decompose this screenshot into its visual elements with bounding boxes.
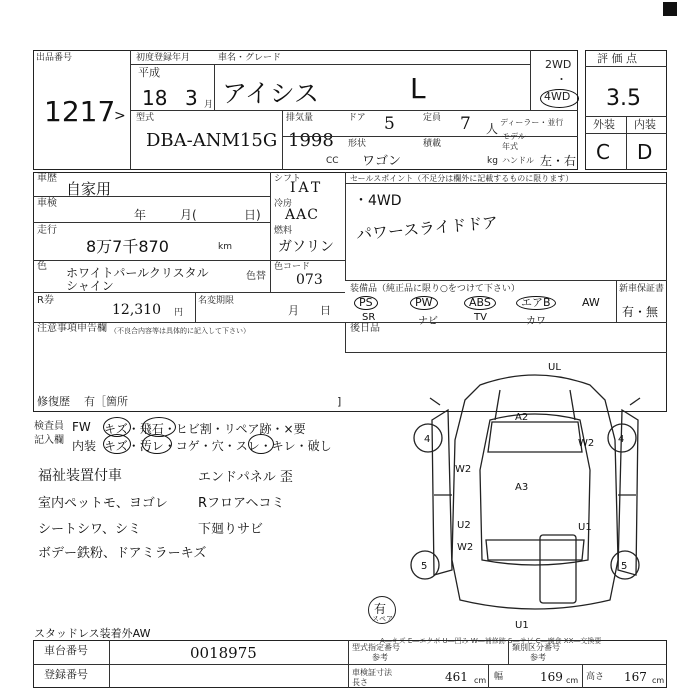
mark-4-left: 4	[424, 434, 431, 445]
model-label: 型式	[136, 113, 155, 123]
interior-items: キズ・汚レ・コゲ・穴・スレ・キレ・破し	[104, 439, 332, 453]
load-label: 積載	[423, 139, 442, 149]
width-label: 幅	[494, 672, 504, 682]
kg-unit: kg	[487, 156, 498, 166]
mark-u1-right: U1	[578, 522, 592, 533]
note-2: 室内ペットモ、ヨゴレ	[38, 496, 168, 511]
ac-value: AAC	[285, 207, 319, 223]
km-unit: km	[218, 242, 232, 252]
mark-5-right: 5	[621, 561, 628, 572]
equip-sr: SR	[362, 312, 376, 323]
color-line-1: ホワイトパールクリスタル	[66, 266, 209, 280]
height-cm: cm	[652, 676, 665, 685]
chassis-label: 車台番号	[44, 644, 88, 657]
mark-u1-rear: U1	[515, 620, 529, 630]
notes-label: 注意事項申告欄	[37, 323, 107, 334]
equip-aw: AW	[582, 296, 600, 309]
lot-arrow-icon: >	[114, 108, 126, 124]
mileage-label: 走行	[37, 225, 57, 236]
equipment-label: 装備品（純正品に限り○をつけて下さい）	[350, 284, 520, 294]
shift-label: シフト	[274, 174, 302, 184]
corner-mark	[663, 2, 677, 16]
fw-items: キズ・飛石・ヒビ割・リペア跡・×要	[104, 422, 306, 436]
rear-window	[486, 540, 584, 560]
damage-legend: A―キズ E―エクボ U―凹み W―補修跡 S―サビ C―腐食 XX―交換要	[380, 637, 602, 645]
displacement: 1998	[288, 130, 334, 151]
drive-dot: ・	[556, 73, 567, 86]
length-label: 車検証寸法 長さ	[352, 668, 392, 687]
capacity-label: 定員	[423, 113, 442, 123]
drive-2wd: 2WD	[545, 58, 572, 71]
equip-abs: ABS	[464, 296, 496, 310]
equip-leather: カワ	[526, 316, 546, 327]
width-cm: cm	[566, 676, 579, 685]
note-5: エンドパネル 歪	[198, 470, 293, 485]
mark-4-right: 4	[618, 434, 625, 445]
ac-label: 冷房	[274, 199, 293, 209]
drive-4wd: 4WD	[544, 90, 571, 103]
body-label: 形状	[348, 139, 367, 149]
cabin-outline	[480, 414, 590, 565]
insp-year: 年	[134, 208, 147, 222]
check-label: 検査員	[34, 421, 64, 432]
note-6: Rフロアヘコミ	[198, 496, 285, 511]
name-grade-label: 車名・グレード	[218, 53, 282, 63]
spare-label: スペア	[372, 615, 393, 623]
lot-number: 1217	[44, 95, 116, 128]
sales-label: セールスポイント（不足分は欄外に記載するものに限ります）	[350, 174, 574, 183]
model: DBA-ANM15G	[146, 130, 278, 151]
length-cm: cm	[474, 676, 487, 685]
new-warranty-label: 新車保証書	[619, 284, 665, 294]
mark-a3: A3	[515, 482, 529, 493]
mark-w2-right: W2	[578, 438, 595, 449]
reg-year: 18	[142, 86, 168, 110]
fuel-label: 燃料	[274, 226, 293, 236]
class-label: 類別区分番号	[512, 643, 560, 652]
note-3: シートシワ、シミ	[38, 522, 141, 537]
mark-u2-left: U2	[457, 520, 471, 531]
handle-label: ハンドル	[502, 156, 534, 165]
body-type: ワゴン	[362, 154, 402, 169]
mark-a2: A2	[515, 412, 529, 423]
note-4: ボデー鉄粉、ドアミラーキズ	[38, 546, 207, 561]
sales-point-2: パワースライドドア	[355, 212, 499, 244]
int-circle-1	[103, 434, 131, 454]
equip-airbag: エアB	[516, 296, 556, 310]
int-grade: D	[637, 140, 653, 164]
body-outline	[452, 375, 618, 609]
windshield	[488, 422, 582, 452]
grade-title: 評 価 点	[597, 52, 637, 65]
shift-value: IAT	[290, 180, 324, 196]
note-7: 下廻りサビ	[198, 522, 264, 537]
height-value: 167	[624, 670, 647, 684]
equip-pw: PW	[410, 296, 438, 310]
mark-ul: UL	[548, 362, 561, 373]
int-circle-3	[248, 434, 274, 454]
month-unit: 月	[204, 100, 214, 110]
cc-unit: CC	[326, 156, 339, 166]
insp-day: 日)	[244, 208, 261, 222]
ext-label: 外装	[593, 118, 615, 131]
int-label: 内装	[634, 118, 656, 131]
mark-w2-left: W2	[455, 464, 472, 475]
spare-mark: 有	[374, 602, 387, 616]
equip-navi: ナビ	[418, 316, 438, 327]
color-code-label: 色コード	[274, 262, 311, 272]
ext-grade: C	[596, 140, 610, 164]
displacement-label: 排気量	[286, 113, 314, 123]
persons-unit: 人	[486, 122, 499, 136]
note-1: 福祉装置付車	[38, 468, 122, 484]
model-year-label: モデル年式	[502, 132, 526, 151]
car-damage-diagram	[400, 360, 670, 630]
mark-5-left: 5	[421, 561, 428, 572]
mark-w2-rear: W2	[457, 542, 474, 553]
dealer-label: ディーラー・並行	[500, 118, 564, 127]
transfer-day: 日	[320, 304, 331, 317]
history-label: 車歴	[37, 173, 57, 184]
car-name: アイシス	[222, 79, 320, 108]
reference-label-1: 参考	[372, 653, 388, 662]
rear-seat-label: 後日品	[350, 323, 380, 334]
color-code: 073	[296, 272, 323, 288]
first-reg-label: 初度登録年月	[136, 53, 191, 63]
grade-score: 3.5	[606, 86, 641, 111]
lot-label: 出品番号	[36, 53, 73, 63]
inspection-label: 車検	[37, 198, 57, 209]
reference-label-2: 参考	[530, 653, 546, 662]
color-change-label: 色替	[246, 271, 266, 282]
notes-sublabel: （不良合内容等は具体的に記入して下さい）	[110, 327, 250, 335]
doors-label: ドア	[348, 113, 366, 123]
sales-point-1: ・4WD	[354, 193, 402, 209]
recycle-yen: 円	[174, 308, 184, 318]
doors: 5	[384, 114, 395, 134]
reg-label: 登録番号	[44, 668, 88, 681]
entry-label: 記入欄	[34, 435, 64, 446]
height-label: 高さ	[586, 672, 605, 682]
recycle-label: R券	[37, 295, 54, 306]
chassis-value: 0018975	[190, 644, 257, 662]
certificate-label: 型式指定番号	[352, 643, 400, 652]
warranty-value: 有・無	[622, 305, 659, 319]
repair-label: 修復歴	[37, 395, 70, 408]
length-value: 461	[445, 670, 468, 684]
color-label: 色	[37, 261, 47, 272]
repair-bracket: ]	[337, 395, 342, 408]
stack-note: スタッドレス装着外AW	[34, 627, 151, 640]
mileage: 8万7千870	[86, 237, 169, 256]
fuel-value: ガソリン	[278, 239, 334, 255]
fw-label: FW	[72, 420, 91, 434]
capacity: 7	[460, 114, 471, 134]
recycle-amount: 12,310	[112, 302, 161, 318]
insp-month: 月(	[180, 208, 197, 222]
interior-label: 内装	[72, 439, 97, 453]
transfer-month: 月	[288, 304, 299, 317]
grade: L	[410, 72, 426, 105]
equip-tv: TV	[474, 312, 487, 323]
width-value: 169	[540, 670, 563, 684]
handle-value: 左・右	[540, 154, 577, 168]
era-label: 平成	[138, 66, 160, 79]
int-circle-2	[142, 434, 172, 454]
color-line-2: シャイン	[66, 279, 114, 293]
history-value: 自家用	[66, 180, 112, 198]
repair-value: 有［箇所	[84, 395, 128, 408]
transfer-label: 名変期限	[198, 296, 235, 306]
equip-ps: PS	[354, 296, 378, 310]
reg-month: 3	[185, 86, 198, 110]
